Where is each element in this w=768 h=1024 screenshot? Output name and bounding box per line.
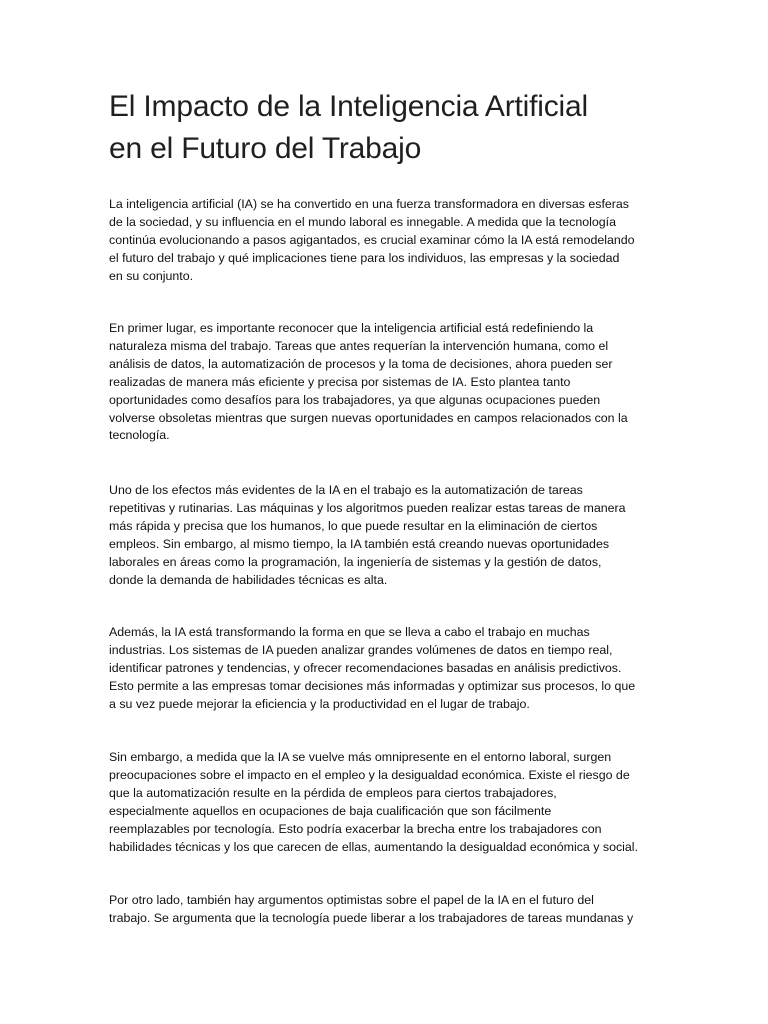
text-line: habilidades técnicas y los que carecen de ellas, aumentando la desigualdad económica y social. [109, 839, 638, 854]
text-line: Sin embargo, a medida que la IA se vuelve más omnipresente en el entorno laboral, surgen [109, 750, 612, 764]
text-line: laborales en áreas como la programación, la ingeniería de sistemas y la gestión de datos, [109, 554, 602, 569]
text-line: preocupaciones sobre el impacto en el empleo y la desigualdad económica. Existe el riesgo de [109, 767, 630, 782]
text-line: industrias. Los sistemas de IA pueden analizar grandes volúmenes de datos en tiempo real, [109, 642, 613, 657]
title-line: El Impacto de la Inteligencia Artificial [109, 90, 588, 123]
text-line: continúa evolucionando a pasos agigantados, es crucial examinar cómo la IA está remodelando [109, 232, 635, 247]
text-line: Por otro lado, también hay argumentos optimistas sobre el papel de la IA en el futuro del [109, 893, 594, 907]
text-line: identificar patrones y tendencias, y ofrecer recomendaciones basadas en análisis predictivos. [109, 660, 622, 675]
title-line: en el Futuro del Trabajo [109, 132, 422, 165]
paragraph-optimism [109, 892, 661, 928]
text-line: En primer lugar, es importante reconocer que la inteligencia artificial está redefiniendo la [109, 321, 594, 335]
text-line: especialmente aquellos en ocupaciones de baja cualificación que son fácilmente [109, 803, 552, 818]
text-line: La inteligencia artificial (IA) se ha convertido en una fuerza transformadora en diversas esferas [109, 197, 629, 211]
text-line: tecnología. [109, 428, 170, 443]
text-line: donde la demanda de habilidades técnicas es alta. [109, 572, 388, 587]
paragraph-automation [109, 482, 661, 589]
paragraph-intro [109, 196, 661, 286]
text-line: Uno de los efectos más evidentes de la IA en el trabajo es la automatización de tareas [109, 483, 583, 497]
text-line: empleos. Sin embargo, al mismo tiempo, la IA también está creando nuevas oportunidades [109, 536, 610, 551]
text-line: trabajo. Se argumenta que la tecnología puede liberar a los trabajadores de tareas mundanas y [109, 910, 634, 925]
text-line: más rápida y precisa que los humanos, lo que puede resultar en la eliminación de ciertos [109, 518, 598, 533]
text-line: reemplazables por tecnología. Esto podría exacerbar la brecha entre los trabajadores con [109, 821, 602, 836]
text-line: naturaleza misma del trabajo. Tareas que antes requerían la intervención humana, como el [109, 338, 609, 353]
paragraph-concerns [109, 749, 661, 856]
text-line: realizadas de manera más eficiente y precisa por sistemas de IA. Esto plantea tanto [109, 374, 571, 389]
text-line: Esto permite a las empresas tomar decisiones más informadas y optimizar sus procesos, lo que [109, 678, 636, 693]
document-title [109, 86, 669, 170]
text-line: análisis de datos, la automatización de procesos y la toma de decisiones, ahora pueden ser [109, 356, 613, 371]
text-line: que la automatización resulte en la pérdida de empleos para ciertos trabajadores, [109, 785, 557, 800]
text-line: oportunidades como desafíos para los trabajadores, ya que algunas ocupaciones pueden [109, 392, 601, 407]
text-line: repetitivas y rutinarias. Las máquinas y los algoritmos pueden realizar estas tareas de manera [109, 500, 626, 515]
paragraph-industries [109, 624, 661, 714]
text-line: volverse obsoletas mientras que surgen nuevas oportunidades en campos relacionados con la [109, 410, 628, 425]
text-line: en su conjunto. [109, 268, 194, 283]
paragraph-redefining-work [109, 320, 661, 445]
text-line: Además, la IA está transformando la forma en que se lleva a cabo el trabajo en muchas [109, 625, 590, 639]
text-line: de la sociedad, y su influencia en el mundo laboral es innegable. A medida que la tecnología [109, 214, 616, 229]
text-line: el futuro del trabajo y qué implicaciones tiene para los individuos, las empresas y la sociedad [109, 250, 620, 265]
text-line: a su vez puede mejorar la eficiencia y la productividad en el lugar de trabajo. [109, 696, 530, 711]
